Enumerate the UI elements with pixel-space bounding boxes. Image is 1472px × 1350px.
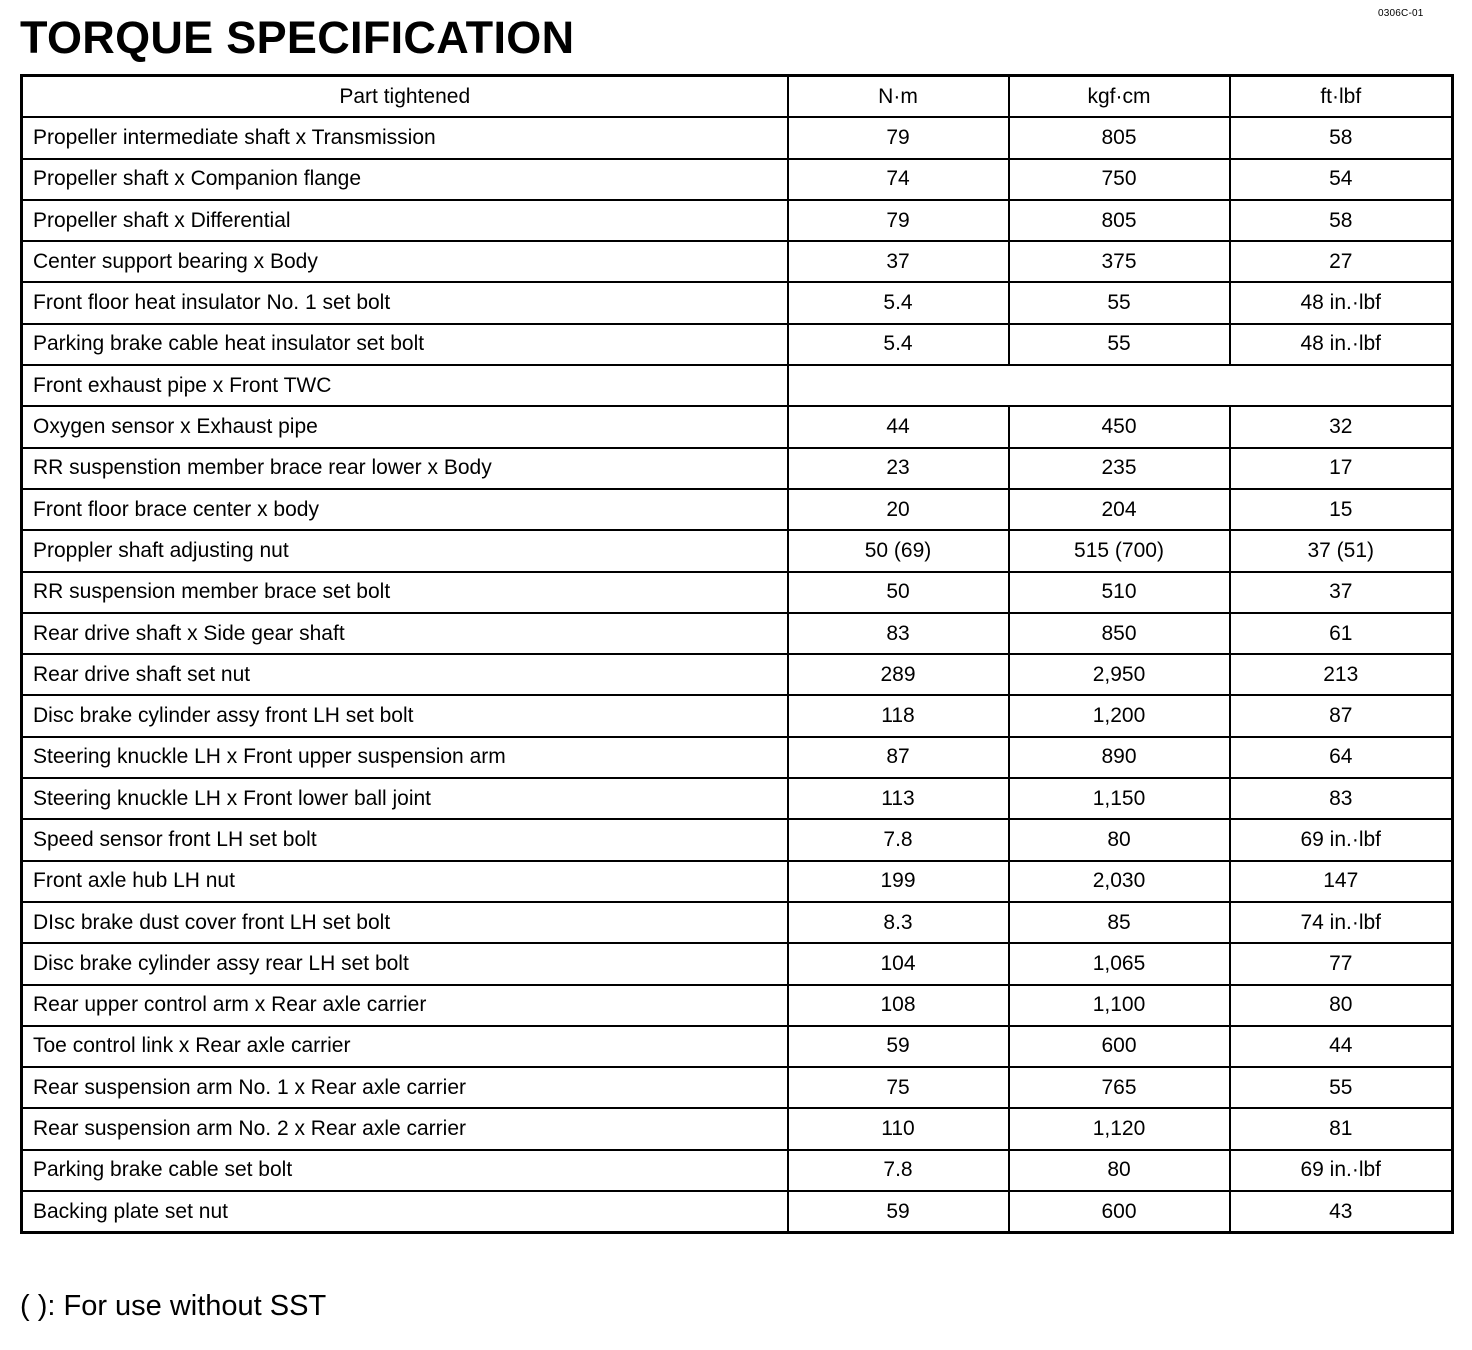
header-ftlbf: ft·lbf	[1230, 76, 1453, 118]
ftlbf-value-cell: 55	[1230, 1067, 1453, 1108]
nm-value-cell: 37	[788, 241, 1009, 282]
table-row	[22, 861, 1453, 902]
ftlbf-value-cell: 81	[1230, 1108, 1453, 1149]
nm-value-cell: 44	[788, 406, 1009, 447]
part-tightened-cell: Propeller intermediate shaft x Transmission	[22, 117, 788, 158]
nm-value-cell: 289	[788, 654, 1009, 695]
part-tightened-cell: Rear upper control arm x Rear axle carrier	[22, 985, 788, 1026]
kgfcm-value-cell: 1,150	[1009, 778, 1230, 819]
part-tightened-cell: Speed sensor front LH set bolt	[22, 819, 788, 860]
part-tightened-cell: Disc brake cylinder assy rear LH set bolt	[22, 943, 788, 984]
ftlbf-value-cell: 77	[1230, 943, 1453, 984]
kgfcm-value-cell: 85	[1009, 902, 1230, 943]
table-row	[22, 1026, 1453, 1067]
nm-value-cell: 59	[788, 1026, 1009, 1067]
ftlbf-value-cell: 69 in.·lbf	[1230, 1150, 1453, 1191]
table-row	[22, 241, 1453, 282]
ftlbf-value-cell: 43	[1230, 1191, 1453, 1233]
table-row	[22, 365, 1453, 406]
kgfcm-value-cell: 1,200	[1009, 695, 1230, 736]
kgfcm-value-cell: 2,950	[1009, 654, 1230, 695]
table-row	[22, 902, 1453, 943]
ftlbf-value-cell: 213	[1230, 654, 1453, 695]
part-tightened-cell: Parking brake cable heat insulator set bolt	[22, 324, 788, 365]
page-title: TORQUE SPECIFICATION	[20, 12, 575, 63]
kgfcm-value-cell: 375	[1009, 241, 1230, 282]
table-row	[22, 200, 1453, 241]
kgfcm-value-cell: 1,100	[1009, 985, 1230, 1026]
table-row	[22, 1108, 1453, 1149]
header-kgfcm: kgf·cm	[1009, 76, 1230, 118]
nm-value-cell: 108	[788, 985, 1009, 1026]
kgfcm-value-cell: 850	[1009, 613, 1230, 654]
part-tightened-cell: Center support bearing x Body	[22, 241, 788, 282]
part-tightened-cell: Proppler shaft adjusting nut	[22, 530, 788, 571]
table-row	[22, 1191, 1453, 1233]
kgfcm-value-cell: 235	[1009, 448, 1230, 489]
table-row	[22, 1150, 1453, 1191]
kgfcm-value-cell: 80	[1009, 819, 1230, 860]
part-tightened-cell: Rear drive shaft set nut	[22, 654, 788, 695]
table-row	[22, 572, 1453, 613]
table-row	[22, 778, 1453, 819]
torque-specification-table	[20, 74, 1454, 1234]
kgfcm-value-cell: 450	[1009, 406, 1230, 447]
nm-value-cell: 79	[788, 200, 1009, 241]
table-row	[22, 819, 1453, 860]
part-tightened-cell: Steering knuckle LH x Front lower ball joint	[22, 778, 788, 819]
kgfcm-value-cell: 600	[1009, 1191, 1230, 1233]
table-row	[22, 1067, 1453, 1108]
ftlbf-value-cell: 87	[1230, 695, 1453, 736]
kgfcm-value-cell: 515 (700)	[1009, 530, 1230, 571]
kgfcm-value-cell: 600	[1009, 1026, 1230, 1067]
table-row	[22, 695, 1453, 736]
document-code: 0306C-01	[1378, 8, 1424, 19]
part-tightened-cell: Front exhaust pipe x Front TWC	[22, 365, 788, 406]
table-body	[22, 117, 1453, 1233]
table-row	[22, 943, 1453, 984]
table-row	[22, 530, 1453, 571]
nm-value-cell: 83	[788, 613, 1009, 654]
kgfcm-value-cell: 1,120	[1009, 1108, 1230, 1149]
table-row	[22, 613, 1453, 654]
part-tightened-cell: RR suspenstion member brace rear lower x Body	[22, 448, 788, 489]
merged-empty-cell	[788, 365, 1453, 406]
table-row	[22, 985, 1453, 1026]
nm-value-cell: 74	[788, 159, 1009, 200]
kgfcm-value-cell: 2,030	[1009, 861, 1230, 902]
part-tightened-cell: Parking brake cable set bolt	[22, 1150, 788, 1191]
kgfcm-value-cell: 1,065	[1009, 943, 1230, 984]
nm-value-cell: 5.4	[788, 324, 1009, 365]
part-tightened-cell: Propeller shaft x Differential	[22, 200, 788, 241]
nm-value-cell: 79	[788, 117, 1009, 158]
nm-value-cell: 113	[788, 778, 1009, 819]
kgfcm-value-cell: 55	[1009, 324, 1230, 365]
ftlbf-value-cell: 37	[1230, 572, 1453, 613]
part-tightened-cell: Backing plate set nut	[22, 1191, 788, 1233]
nm-value-cell: 118	[788, 695, 1009, 736]
ftlbf-value-cell: 64	[1230, 737, 1453, 778]
part-tightened-cell: Front floor brace center x body	[22, 489, 788, 530]
kgfcm-value-cell: 805	[1009, 200, 1230, 241]
kgfcm-value-cell: 55	[1009, 282, 1230, 323]
ftlbf-value-cell: 58	[1230, 117, 1453, 158]
part-tightened-cell: RR suspension member brace set bolt	[22, 572, 788, 613]
nm-value-cell: 7.8	[788, 819, 1009, 860]
ftlbf-value-cell: 83	[1230, 778, 1453, 819]
ftlbf-value-cell: 37 (51)	[1230, 530, 1453, 571]
header-nm: N·m	[788, 76, 1009, 118]
table-row	[22, 654, 1453, 695]
nm-value-cell: 87	[788, 737, 1009, 778]
table-row	[22, 117, 1453, 158]
nm-value-cell: 199	[788, 861, 1009, 902]
table-row	[22, 737, 1453, 778]
nm-value-cell: 110	[788, 1108, 1009, 1149]
nm-value-cell: 20	[788, 489, 1009, 530]
nm-value-cell: 104	[788, 943, 1009, 984]
header-part-tightened: Part tightened	[22, 76, 788, 118]
part-tightened-cell: Disc brake cylinder assy front LH set bolt	[22, 695, 788, 736]
part-tightened-cell: Rear suspension arm No. 2 x Rear axle carrier	[22, 1108, 788, 1149]
table-row	[22, 159, 1453, 200]
nm-value-cell: 23	[788, 448, 1009, 489]
part-tightened-cell: Oxygen sensor x Exhaust pipe	[22, 406, 788, 447]
part-tightened-cell: Front axle hub LH nut	[22, 861, 788, 902]
kgfcm-value-cell: 204	[1009, 489, 1230, 530]
nm-value-cell: 50 (69)	[788, 530, 1009, 571]
nm-value-cell: 5.4	[788, 282, 1009, 323]
table-row	[22, 448, 1453, 489]
ftlbf-value-cell: 27	[1230, 241, 1453, 282]
part-tightened-cell: Rear suspension arm No. 1 x Rear axle carrier	[22, 1067, 788, 1108]
ftlbf-value-cell: 58	[1230, 200, 1453, 241]
part-tightened-cell: Steering knuckle LH x Front upper suspension arm	[22, 737, 788, 778]
part-tightened-cell: Propeller shaft x Companion flange	[22, 159, 788, 200]
nm-value-cell: 75	[788, 1067, 1009, 1108]
nm-value-cell: 50	[788, 572, 1009, 613]
ftlbf-value-cell: 147	[1230, 861, 1453, 902]
ftlbf-value-cell: 32	[1230, 406, 1453, 447]
ftlbf-value-cell: 17	[1230, 448, 1453, 489]
table-header-row	[22, 76, 1453, 118]
ftlbf-value-cell: 48 in.·lbf	[1230, 282, 1453, 323]
table-row	[22, 489, 1453, 530]
ftlbf-value-cell: 61	[1230, 613, 1453, 654]
nm-value-cell: 59	[788, 1191, 1009, 1233]
table-row	[22, 324, 1453, 365]
part-tightened-cell: Toe control link x Rear axle carrier	[22, 1026, 788, 1067]
ftlbf-value-cell: 44	[1230, 1026, 1453, 1067]
kgfcm-value-cell: 80	[1009, 1150, 1230, 1191]
kgfcm-value-cell: 750	[1009, 159, 1230, 200]
kgfcm-value-cell: 510	[1009, 572, 1230, 613]
ftlbf-value-cell: 54	[1230, 159, 1453, 200]
ftlbf-value-cell: 69 in.·lbf	[1230, 819, 1453, 860]
table-row	[22, 282, 1453, 323]
ftlbf-value-cell: 74 in.·lbf	[1230, 902, 1453, 943]
ftlbf-value-cell: 48 in.·lbf	[1230, 324, 1453, 365]
footnote: ( ): For use without SST	[20, 1290, 327, 1322]
part-tightened-cell: Front floor heat insulator No. 1 set bolt	[22, 282, 788, 323]
nm-value-cell: 7.8	[788, 1150, 1009, 1191]
table-row	[22, 406, 1453, 447]
ftlbf-value-cell: 80	[1230, 985, 1453, 1026]
kgfcm-value-cell: 805	[1009, 117, 1230, 158]
part-tightened-cell: DIsc brake dust cover front LH set bolt	[22, 902, 788, 943]
ftlbf-value-cell: 15	[1230, 489, 1453, 530]
part-tightened-cell: Rear drive shaft x Side gear shaft	[22, 613, 788, 654]
kgfcm-value-cell: 765	[1009, 1067, 1230, 1108]
kgfcm-value-cell: 890	[1009, 737, 1230, 778]
nm-value-cell: 8.3	[788, 902, 1009, 943]
